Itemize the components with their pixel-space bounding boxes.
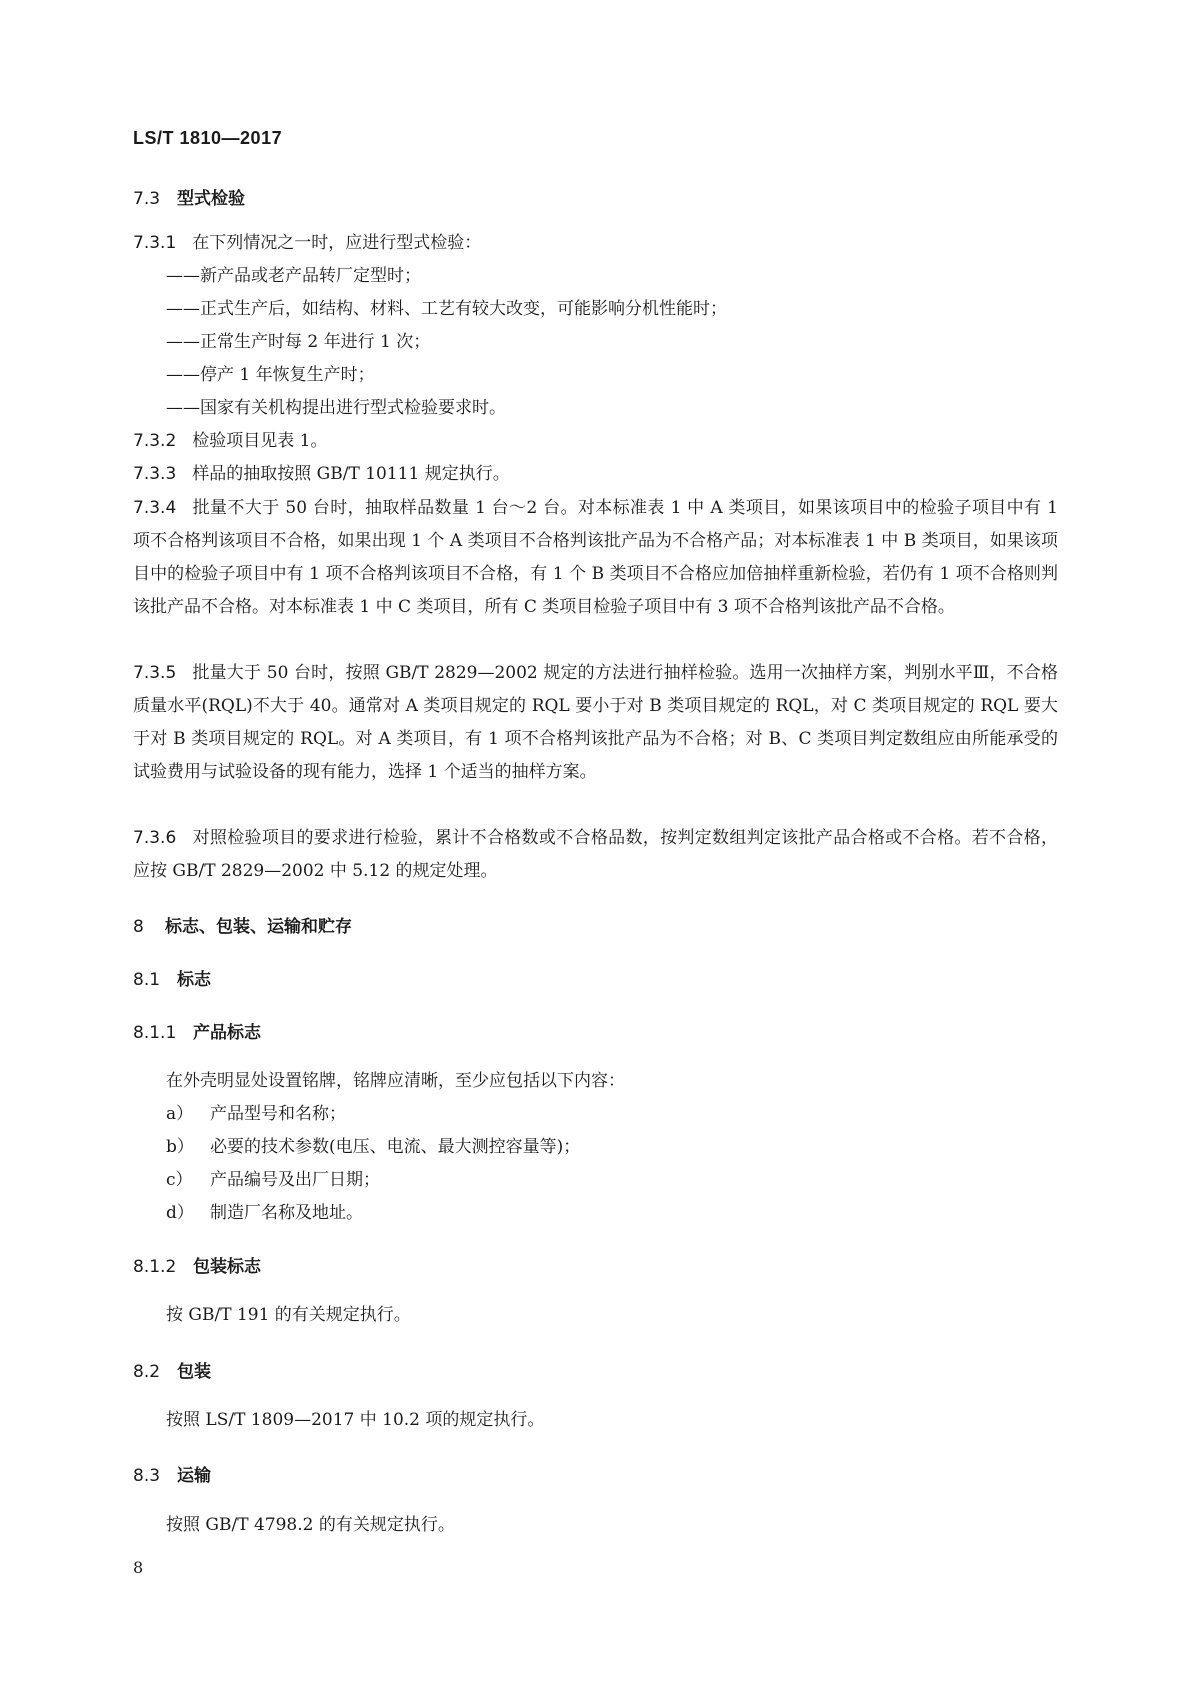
list-item: ——停产 1 年恢复生产时； (166, 365, 375, 385)
clause-text: 在下列情况之一时，应进行型式检验： (192, 233, 482, 253)
section-title: 产品标志 (193, 1023, 261, 1043)
list-text: 制造厂名称及地址。 (210, 1203, 363, 1223)
list-text: 产品型号和名称； (210, 1104, 346, 1124)
clause-text: 对照检验项目的要求进行检验，累计不合格数或不合格品数，按判定数组判定该批产品合格或不合格。若不合格，应按 GB/T 2829—2002 中 5.12 的规定处理。 (133, 828, 1058, 881)
clause-7-3-5 (133, 657, 1058, 789)
section-title: 包装 (177, 1362, 211, 1382)
clause-number: 7.3.4 (133, 498, 177, 518)
list-item (166, 1099, 346, 1124)
standard-code: LS/T 1810—2017 (133, 128, 283, 148)
list-item: ——新产品或老产品转厂定型时； (166, 266, 421, 286)
section-title: 包装标志 (193, 1257, 261, 1277)
section-number: 8.3 (133, 1466, 161, 1486)
section-title: 标志、包装、运输和贮存 (165, 917, 352, 937)
clause-text: 批量不大于 50 台时，抽取样品数量 1 台～2 台。对本标准表 1 中 A 类项目，如果该项目中的检验子项目中有 1 项不合格判该项目不合格，如果出现 1 个 A 类项目不合格判该批产品为不合格产品；对本标准表 1 中 B 类项目，如果该项目中的检验子项目中有 1 项不合格判该项目不合格，有 1 个 B 类项目不合格应加倍抽样重新检验，若仍有 1 项不合格则判该批产品不合格。对本标准表 1 中 C 类项目，所有 C 类项目检验子项目中有 3 项不合格判该批产品不合格。 (133, 498, 1058, 617)
list-label: a） (166, 1104, 194, 1124)
clause-7-3-1 (133, 228, 481, 253)
list-item (166, 1198, 363, 1223)
clause-text: 检验项目见表 1。 (192, 431, 328, 451)
section-number: 8.2 (133, 1362, 161, 1382)
list-text: 必要的技术参数(电压、电流、最大测控容量等)； (210, 1137, 581, 1157)
section-title: 标志 (177, 970, 211, 990)
section-8-1-heading (133, 965, 211, 990)
list-label: b） (166, 1137, 194, 1157)
clause-7-3-4 (133, 492, 1058, 624)
section-8-1-2-heading (133, 1252, 261, 1277)
clause-text: 样品的抽取按照 GB/T 10111 规定执行。 (192, 464, 510, 484)
clause-7-3-3 (133, 459, 510, 484)
clause-7-3-2 (133, 426, 328, 451)
clause-text: 按照 GB/T 4798.2 的有关规定执行。 (166, 1515, 455, 1535)
section-8-2-heading (133, 1357, 211, 1382)
list-item: ——正常生产时每 2 年进行 1 次； (166, 332, 431, 352)
section-number: 8.1.1 (133, 1023, 177, 1043)
list-label: d） (166, 1203, 194, 1223)
clause-text: 批量大于 50 台时，按照 GB/T 2829—2002 规定的方法进行抽样检验。选用一次抽样方案，判别水平Ⅲ，不合格质量水平(RQL)不大于 40。通常对 A 类项目规定的 RQL 要小于对 B 类项目规定的 RQL，对 C 类项目规定的 RQL 要大于对 B 类项目规定的 RQL。对 A 类项目，有 1 项不合格判该批产品为不合格；对 B、C 类项目判定数组应由所能承受的试验费用与试验设备的现有能力，选择 1 个适当的抽样方案。 (133, 663, 1058, 782)
list-item: ——国家有关机构提出进行型式检验要求时。 (166, 398, 506, 418)
clause-number: 7.3.1 (133, 233, 177, 253)
clause-number: 7.3.5 (133, 663, 177, 683)
section-number: 8.1 (133, 970, 161, 990)
clause-number: 7.3.6 (133, 828, 177, 848)
nameplate-intro: 在外壳明显处设置铭牌，铭牌应清晰，至少应包括以下内容： (166, 1071, 625, 1091)
section-8-heading (133, 912, 352, 937)
section-8-1-1-heading (133, 1018, 261, 1043)
section-number: 7.3 (133, 189, 161, 209)
section-7-3-heading (133, 184, 245, 209)
section-title: 型式检验 (177, 189, 245, 209)
list-text: 产品编号及出厂日期； (210, 1170, 380, 1190)
clause-number: 7.3.2 (133, 431, 177, 451)
clause-7-3-6 (133, 822, 1058, 888)
list-item (166, 1165, 380, 1190)
clause-text: 按 GB/T 191 的有关规定执行。 (166, 1305, 411, 1325)
section-title: 运输 (177, 1466, 211, 1486)
section-8-3-heading (133, 1461, 211, 1486)
clause-text: 按照 LS/T 1809—2017 中 10.2 项的规定执行。 (166, 1410, 545, 1430)
list-item (166, 1132, 580, 1157)
section-number: 8.1.2 (133, 1257, 177, 1277)
section-number: 8 (133, 917, 144, 937)
page-number: 8 (133, 1558, 144, 1577)
list-label: c） (166, 1170, 193, 1190)
list-item: ——正式生产后，如结构、材料、工艺有较大改变，可能影响分机性能时； (166, 299, 727, 319)
clause-number: 7.3.3 (133, 464, 177, 484)
